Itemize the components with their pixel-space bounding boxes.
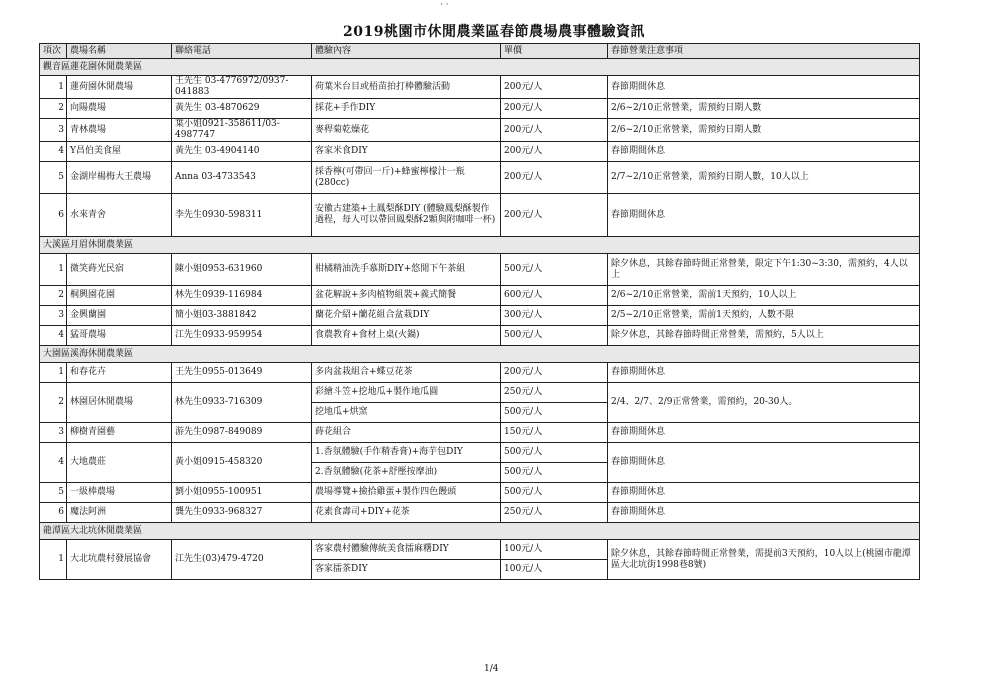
table-row	[40, 306, 920, 326]
table-row	[40, 326, 920, 346]
header-row	[40, 44, 920, 59]
header-content: 體驗內容	[312, 44, 501, 59]
table-row	[40, 194, 920, 237]
farm-name: 桐興園花園	[67, 286, 172, 306]
experience-content: 農場導覽+撿拾雞蛋+製作四色饅頭	[312, 483, 501, 503]
unit-price: 500元/人	[501, 326, 608, 346]
farm-name: 猛哥農場	[67, 326, 172, 346]
row-no: 2	[40, 286, 67, 306]
row-no: 5	[40, 162, 67, 194]
farm-name: 一級棒農場	[67, 483, 172, 503]
farm-name: 林園居休閒農場	[67, 383, 172, 423]
unit-price: 300元/人	[501, 306, 608, 326]
holiday-note: 春節期間休息	[608, 194, 920, 237]
holiday-note: 春節期間休息	[608, 483, 920, 503]
table-row	[40, 423, 920, 443]
farm-phone: 黃小姐0915-458320	[172, 443, 312, 483]
unit-price: 500元/人	[501, 403, 608, 423]
holiday-note: 春節期間休息	[608, 443, 920, 483]
holiday-note: 除夕休息，其餘春節時間正常營業，需預約，5人以上	[608, 326, 920, 346]
unit-price: 500元/人	[501, 483, 608, 503]
farm-phone: Anna 03-4733543	[172, 162, 312, 194]
experience-content: 客家擂茶DIY	[312, 560, 501, 580]
farm-table	[39, 43, 920, 580]
holiday-note: 除夕休息，其餘春節時間正常營業，限定下午1:30~3:30，需預約，4人以上	[608, 254, 920, 286]
farm-phone: 林先生0939-116984	[172, 286, 312, 306]
farm-name: 柳樹青園藝	[67, 423, 172, 443]
header-no: 項次	[40, 44, 67, 59]
region-name: 大園區溪海休閒農業區	[40, 346, 920, 363]
holiday-note: 2/7~2/10正常營業，需預約日期人數，10人以上	[608, 162, 920, 194]
page-title: 2019桃園市休閒農業區春節農場農事體驗資訊	[343, 24, 645, 40]
farm-phone: 江先生(03)479-4720	[172, 540, 312, 580]
farm-name: 向陽農場	[67, 99, 172, 119]
table-row	[40, 142, 920, 162]
experience-content: 食農教育+食材上桌(火鍋)	[312, 326, 501, 346]
farm-phone: 葉小姐0921-358611/03-4987747	[172, 119, 312, 142]
header-notes: 春節營業注意事項	[608, 44, 920, 59]
holiday-note: 2/6~2/10正常營業，需前1天預約，10人以上	[608, 286, 920, 306]
table-row	[40, 119, 920, 142]
experience-content: 花素食壽司+DIY+花茶	[312, 503, 501, 523]
row-no: 6	[40, 194, 67, 237]
experience-content: 盆花解說+多肉植物組裝+義式簡餐	[312, 286, 501, 306]
top-mark: · ·	[440, 0, 449, 10]
holiday-note: 春節期間休息	[608, 503, 920, 523]
row-no: 1	[40, 540, 67, 580]
row-no: 1	[40, 363, 67, 383]
table-row	[40, 503, 920, 523]
holiday-note: 除夕休息，其餘春節時間正常營業，需提前3天預約，10人以上(桃園市龍潭區大北坑街1998巷8號)	[608, 540, 920, 580]
farm-name: Y昌伯美食屋	[67, 142, 172, 162]
region-row	[40, 237, 920, 254]
region-row	[40, 523, 920, 540]
experience-content: 多肉盆栽組合+蝶豆花茶	[312, 363, 501, 383]
farm-name: 水來青舍	[67, 194, 172, 237]
farm-name: 大地農莊	[67, 443, 172, 483]
experience-content: 荷葉米台目或梧苗拍打棒體驗活動	[312, 76, 501, 99]
table-row	[40, 162, 920, 194]
table-row	[40, 363, 920, 383]
unit-price: 500元/人	[501, 463, 608, 483]
row-no: 4	[40, 326, 67, 346]
row-no: 4	[40, 443, 67, 483]
holiday-note: 春節期間休息	[608, 142, 920, 162]
region-row	[40, 346, 920, 363]
farm-phone: 李先生0930-598311	[172, 194, 312, 237]
farm-name: 微笑蒔光民宿	[67, 254, 172, 286]
row-no: 2	[40, 99, 67, 119]
experience-content: 挖地瓜+烘窯	[312, 403, 501, 423]
unit-price: 100元/人	[501, 540, 608, 560]
table-row	[40, 383, 920, 403]
unit-price: 200元/人	[501, 194, 608, 237]
experience-content: 安徽古建築+土鳳梨酥DIY (體驗鳳梨酥製作過程，每人可以帶回鳳梨酥2顆與附咖啡一杯)	[312, 194, 501, 237]
row-no: 5	[40, 483, 67, 503]
farm-phone: 林先生0933-716309	[172, 383, 312, 423]
table-row	[40, 443, 920, 463]
table-row	[40, 483, 920, 503]
farm-phone: 黃先生 03-4904140	[172, 142, 312, 162]
row-no: 2	[40, 383, 67, 423]
experience-content: 2.香氛體驗(花茶+舒壓按摩油)	[312, 463, 501, 483]
unit-price: 100元/人	[501, 560, 608, 580]
farm-name: 金興蘭園	[67, 306, 172, 326]
row-no: 3	[40, 423, 67, 443]
farm-phone: 龔先生0933-968327	[172, 503, 312, 523]
unit-price: 200元/人	[501, 363, 608, 383]
unit-price: 250元/人	[501, 503, 608, 523]
header-farm-name: 農場名稱	[67, 44, 172, 59]
farm-phone: 游先生0987-849089	[172, 423, 312, 443]
row-no: 3	[40, 306, 67, 326]
farm-phone: 劉小姐0955-100951	[172, 483, 312, 503]
experience-content: 蒔花組合	[312, 423, 501, 443]
row-no: 4	[40, 142, 67, 162]
farm-name: 蓮荷園休閒農場	[67, 76, 172, 99]
farm-phone: 王先生 03-4776972/0937-041883	[172, 76, 312, 99]
experience-content: 客家農村體驗傳統美食擂麻糬DIY	[312, 540, 501, 560]
experience-content: 柑橘精油洗手慕斯DIY+悠閒下午茶組	[312, 254, 501, 286]
farm-name: 和春花卉	[67, 363, 172, 383]
experience-content: 彩繪斗笠+挖地瓜+製作地瓜圓	[312, 383, 501, 403]
table-row	[40, 76, 920, 99]
farm-phone: 王先生0955-013649	[172, 363, 312, 383]
unit-price: 250元/人	[501, 383, 608, 403]
experience-content: 採香檸(可帶回一斤)+蜂蜜檸檬汁一瓶(280cc)	[312, 162, 501, 194]
unit-price: 200元/人	[501, 99, 608, 119]
region-name: 龍潭區大北坑休閒農業區	[40, 523, 920, 540]
experience-content: 客家米食DIY	[312, 142, 501, 162]
unit-price: 600元/人	[501, 286, 608, 306]
row-no: 1	[40, 76, 67, 99]
farm-name: 魔法阿洲	[67, 503, 172, 523]
holiday-note: 2/6~2/10正常營業，需預約日期人數	[608, 119, 920, 142]
holiday-note: 2/4、2/7、2/9正常營業，需預約，20-30人。	[608, 383, 920, 423]
holiday-note: 2/6~2/10正常營業，需預約日期人數	[608, 99, 920, 119]
holiday-note: 2/5~2/10正常營業，需前1天預約，人數不限	[608, 306, 920, 326]
header-phone: 聯絡電話	[172, 44, 312, 59]
table-row	[40, 254, 920, 286]
farm-phone: 江先生0933-959954	[172, 326, 312, 346]
unit-price: 200元/人	[501, 76, 608, 99]
holiday-note: 春節期間休息	[608, 423, 920, 443]
unit-price: 200元/人	[501, 119, 608, 142]
experience-content: 麥稈菊乾燥花	[312, 119, 501, 142]
farm-phone: 黃先生 03-4870629	[172, 99, 312, 119]
unit-price: 500元/人	[501, 254, 608, 286]
experience-content: 蘭花介紹+蘭花組合盆栽DIY	[312, 306, 501, 326]
row-no: 1	[40, 254, 67, 286]
table-row	[40, 99, 920, 119]
experience-content: 1.香氛體驗(手作精香膏)+海芋包DIY	[312, 443, 501, 463]
holiday-note: 春節期間休息	[608, 363, 920, 383]
farm-name: 金湖岸楊梅大王農場	[67, 162, 172, 194]
holiday-note: 春節期間休息	[608, 76, 920, 99]
header-price: 單價	[501, 44, 608, 59]
experience-content: 採花+手作DIY	[312, 99, 501, 119]
unit-price: 200元/人	[501, 142, 608, 162]
unit-price: 150元/人	[501, 423, 608, 443]
region-name: 觀音區蓮花園休閒農業區	[40, 59, 920, 76]
farm-name: 大北坑農村發展協會	[67, 540, 172, 580]
table-row	[40, 540, 920, 560]
page-number: 1/4	[484, 664, 499, 674]
table-row	[40, 286, 920, 306]
region-row	[40, 59, 920, 76]
row-no: 6	[40, 503, 67, 523]
row-no: 3	[40, 119, 67, 142]
farm-name: 青林農場	[67, 119, 172, 142]
farm-phone: 簡小姐03-3881842	[172, 306, 312, 326]
region-name: 大溪區月眉休閒農業區	[40, 237, 920, 254]
unit-price: 500元/人	[501, 443, 608, 463]
farm-phone: 陳小姐0953-631960	[172, 254, 312, 286]
unit-price: 200元/人	[501, 162, 608, 194]
